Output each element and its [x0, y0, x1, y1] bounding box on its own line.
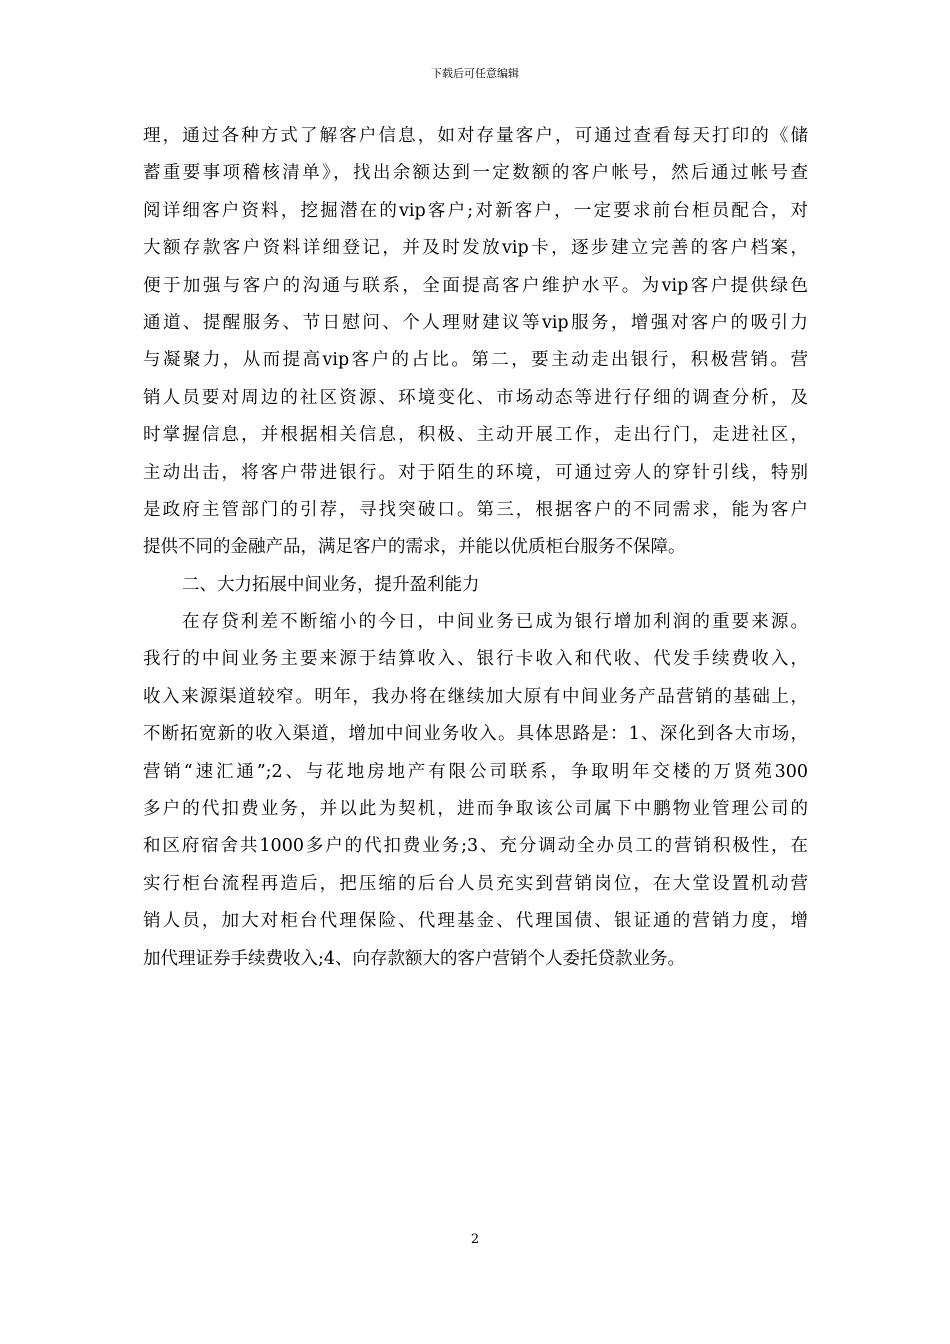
- document-body: [143, 118, 808, 978]
- body-line-11: 是政府主管部门的引荐，寻找突破口。第三，根据客户的不同需求，能为客户: [143, 499, 808, 520]
- body-line-10: 主动出击，将客户带进银行。对于陌生的环境，可通过旁人的穿针引线，特别: [143, 462, 808, 483]
- body-line-20: 和区府宿舍共1000多户的代扣费业务;3、充分调动全办员工的营销积极性，在: [143, 836, 808, 857]
- body-line-12: 提供不同的金融产品，满足客户的需求，并能以优质柜台服务不保障。: [143, 537, 686, 558]
- body-line-7: 与凝聚力，从而提高vip客户的占比。第二，要主动走出银行，积极营销。营: [143, 350, 808, 371]
- body-line-22: 销人员，加大对柜台代理保险、代理基金、代理国债、银证通的营销力度，增: [143, 911, 808, 932]
- body-line-23: 加代理证券手续费收入;4、向存款额大的客户营销个人委托贷款业务。: [143, 948, 686, 969]
- section-heading: 二、大力拓展中间业务，提升盈利能力: [182, 574, 480, 595]
- body-line-6: 通道、提醒服务、节日慰问、个人理财建议等vip服务，增强对客户的吸引力: [143, 312, 808, 333]
- body-line-4: 大额存款客户资料详细登记，并及时发放vip卡，逐步建立完善的客户档案，: [143, 238, 808, 259]
- body-line-8: 销人员要对周边的社区资源、环境变化、市场动态等进行仔细的调查分析，及: [143, 387, 808, 408]
- body-line-3: 阅详细客户资料，挖掘潜在的vip客户;对新客户，一定要求前台柜员配合，对: [143, 200, 808, 221]
- body-line-2: 蓄重要事项稽核清单》，找出余额达到一定数额的客户帐号，然后通过帐号查: [143, 163, 808, 184]
- body-line-19: 多户的代扣费业务，并以此为契机，进而争取该公司属下中鹏物业管理公司的: [143, 799, 808, 820]
- body-line-14: 在存贷利差不断缩小的今日，中间业务已成为银行增加利润的重要来源。: [182, 612, 808, 633]
- body-line-15: 我行的中间业务主要来源于结算收入、银行卡收入和代收、代发手续费收入，: [143, 649, 808, 670]
- page-header: 下载后可任意编辑: [431, 67, 519, 80]
- body-line-17: 不断拓宽新的收入渠道，增加中间业务收入。具体思路是：1、深化到各大市场，: [143, 724, 808, 745]
- body-line-21: 实行柜台流程再造后，把压缩的后台人员充实到营销岗位，在大堂设置机动营: [143, 873, 808, 894]
- body-line-9: 时掌握信息，并根据相关信息，积极、主动开展工作，走出行门，走进社区，: [143, 425, 808, 446]
- page-number: 2: [470, 1232, 480, 1247]
- body-line-18: 营销“速汇通”;2、与花地房地产有限公司联系，争取明年交楼的万贤苑300: [143, 761, 808, 782]
- body-line-5: 便于加强与客户的沟通与联系，全面提高客户维护水平。为vip客户提供绿色: [143, 275, 808, 296]
- body-line-1: 理，通过各种方式了解客户信息，如对存量客户，可通过查看每天打印的《储: [143, 126, 808, 146]
- body-line-16: 收入来源渠道较窄。明年，我办将在继续加大原有中间业务产品营销的基础上，: [143, 686, 808, 707]
